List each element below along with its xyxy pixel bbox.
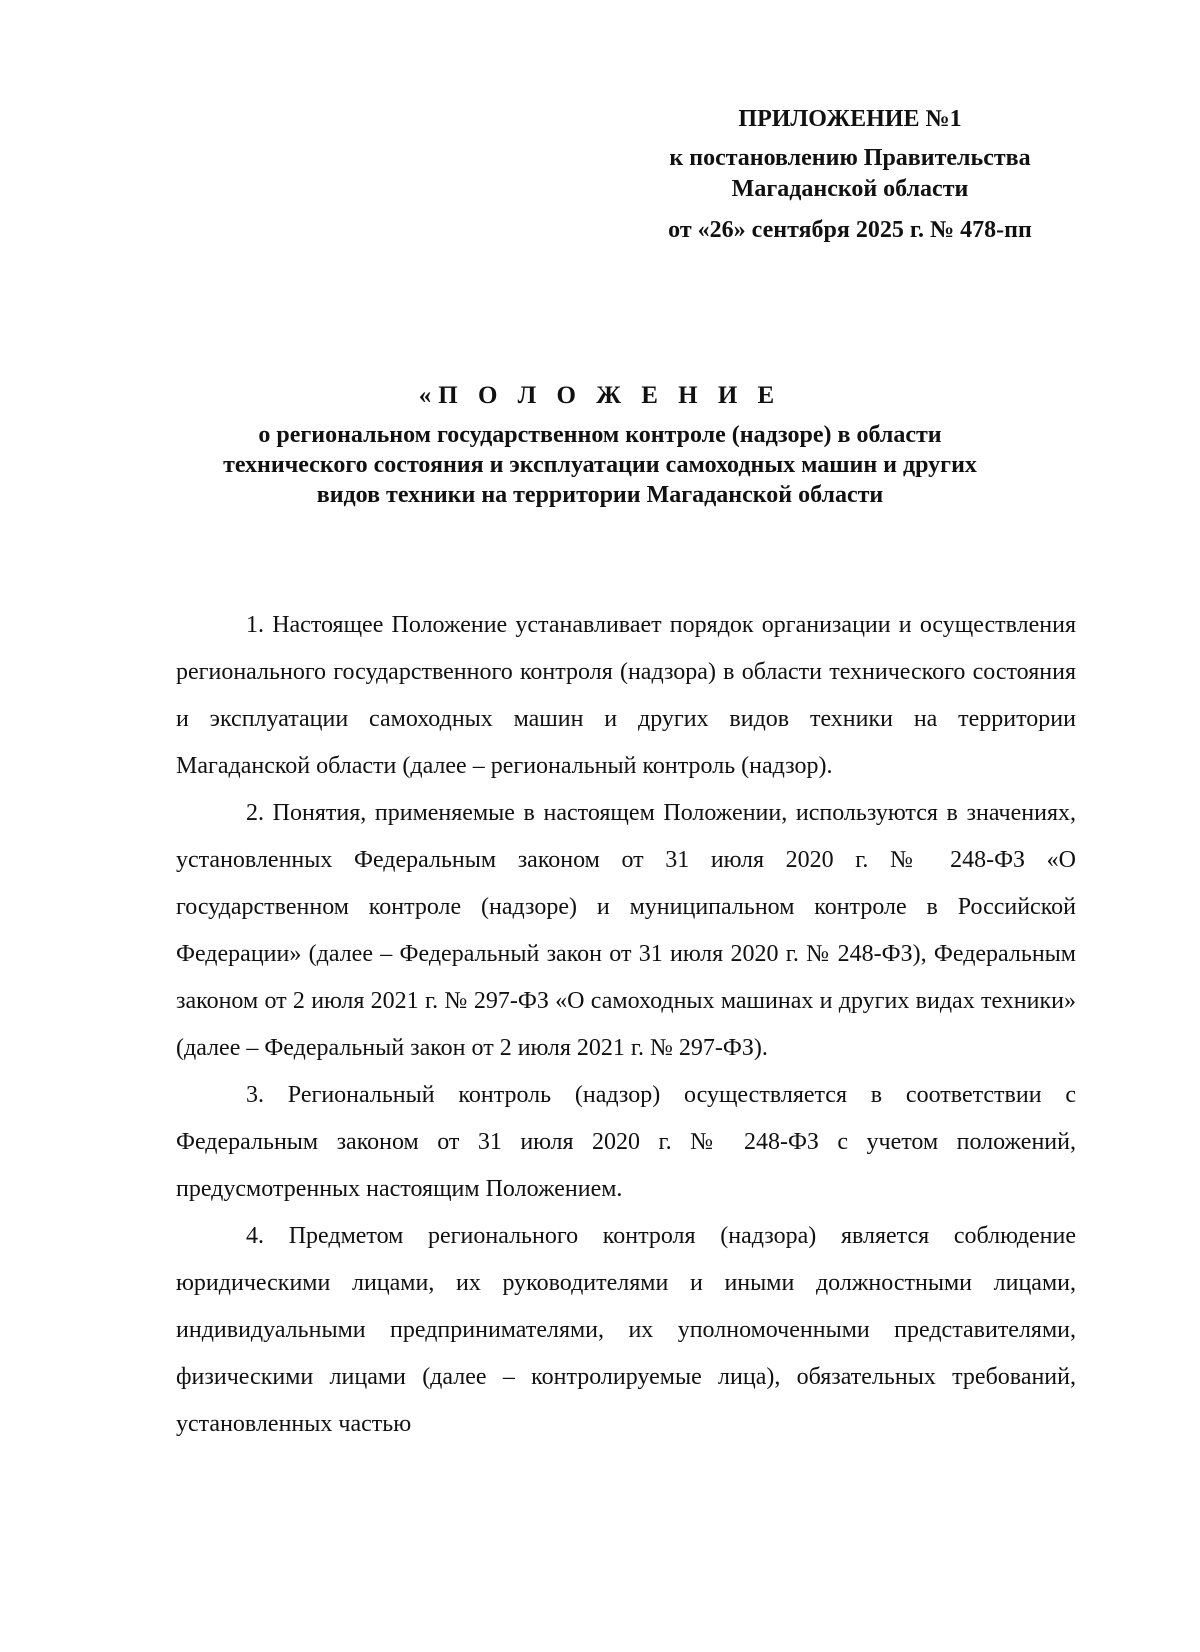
document-body bbox=[176, 602, 1076, 1448]
paragraph-4: 4. Предметом регионального контроля (надзора) является соблюдение юридическими лицами, их руководителями и иными должностными лицами, индивидуальными предпринимателями, их уполномоченными представителями, физическими лицами (далее – контролируемые лица), обязательных требований, установленных частью bbox=[176, 1223, 1076, 1437]
annex-date-line: от «26» сентября 2025 г. № 478-пп bbox=[668, 217, 1032, 243]
document-subtitle-line-3: видов техники на территории Магаданской области bbox=[316, 482, 884, 508]
paragraph-2: 2. Понятия, применяемые в настоящем Положении, используются в значениях, установленных Федеральным законом от 31 июля 2020 г. № 248-ФЗ «О государственном контроле (надзоре) и муниципальном контроле в Российской Федерации» (далее – Федеральный закон от 31 июля 2020 г. № 248-ФЗ), Федеральным законом от 2 июля 2021 г. № 297-ФЗ «О самоходных машинах и других видах техники» (далее – Федеральный закон от 2 июля 2021 г. № 297-ФЗ). bbox=[176, 800, 1076, 1061]
annex-reference-line-2: Магаданской области bbox=[731, 176, 969, 202]
document-subtitle-line-1: о региональном государственном контроле (надзоре) в области bbox=[258, 422, 942, 448]
annex-title: ПРИЛОЖЕНИЕ №1 bbox=[738, 106, 962, 132]
annex-reference-line-1: к постановлению Правительства bbox=[669, 145, 1031, 171]
annex-header bbox=[640, 104, 1060, 246]
document-title: «П О Л О Ж Е Н И Е bbox=[418, 382, 782, 409]
paragraph-3: 3. Региональный контроль (надзор) осуществляется в соответствии с Федеральным законом от 31 июля 2020 г. № 248-ФЗ с учетом положений, предусмотренных настоящим Положением. bbox=[176, 1082, 1076, 1202]
document-subtitle-line-2: технического состояния и эксплуатации самоходных машин и других bbox=[223, 452, 977, 478]
document-heading bbox=[150, 381, 1050, 510]
paragraph-1: 1. Настоящее Положение устанавливает порядок организации и осуществления регионального государственного контроля (надзора) в области технического состояния и эксплуатации самоходных машин и других видов техники на территории Магаданской области (далее – региональный контроль (надзор). bbox=[176, 612, 1076, 779]
